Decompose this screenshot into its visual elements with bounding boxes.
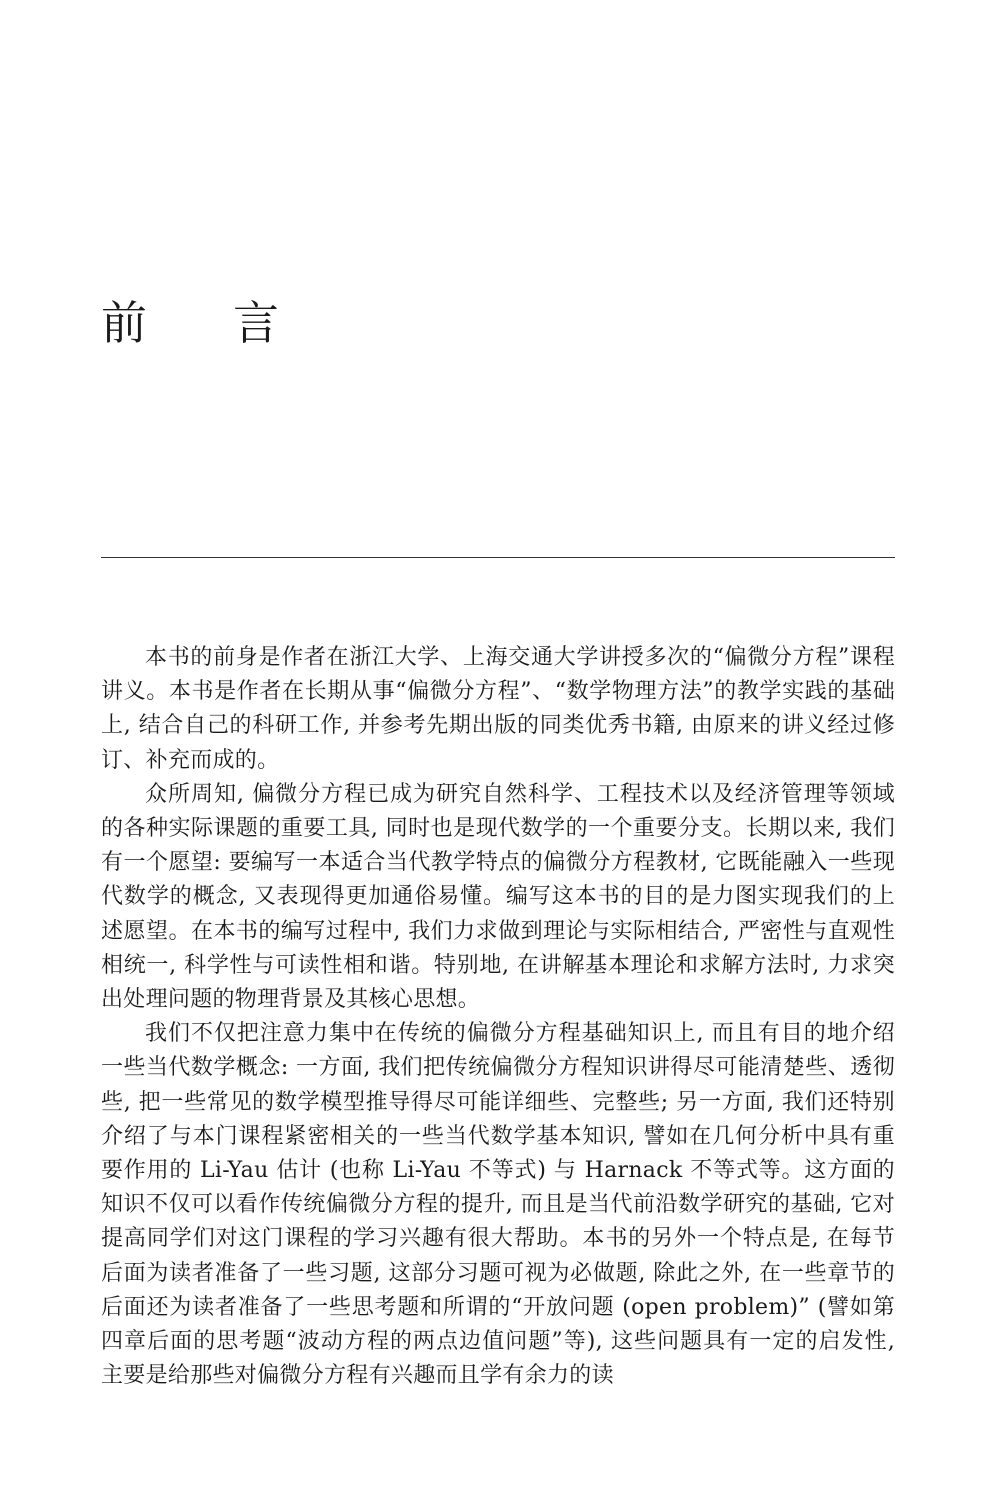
title-divider	[101, 557, 895, 558]
preface-body	[101, 641, 895, 1393]
paragraph: 本书的前身是作者在浙江大学、上海交通大学讲授多次的“偏微分方程”课程讲义。本书是作者在长期从事“偏微分方程”、“数学物理方法”的教学实践的基础上, 结合自己的科研工作, 并参考先期出版的同类优秀书籍, 由原来的讲义经过修订、补充而成的。	[101, 645, 895, 773]
chapter-title-char-1: 前	[101, 296, 147, 350]
paragraph: 我们不仅把注意力集中在传统的偏微分方程基础知识上, 而且有目的地介绍一些当代数学概念: 一方面, 我们把传统偏微分方程知识讲得尽可能清楚些、透彻些, 把一些常见的数学模型推导得尽可能详细些、完整些; 另一方面, 我们还特别介绍了与本门课程紧密相关的一些当代数学基本知识, 譬如在几何分析中具有重要作用的 Li-Yau 估计 (也称 Li-Yau 不等式) 与 Harnack 不等式等。这方面的知识不仅可以看作传统偏微分方程的提升, 而且是当代前沿数学研究的基础, 它对提高同学们对这门课程的学习兴趣有很大帮助。本书的另外一个特点是, 在每节后面为读者准备了一些习题, 这部分习题可视为必做题, 除此之外, 在一些章节的后面还为读者准备了一些思考题和所谓的“开放问题 (open problem)” (譬如第四章后面的思考题“波动方程的两点边值问题”等), 这些问题具有一定的启发性, 主要是给那些对偏微分方程有兴趣而且学有余力的读	[101, 1021, 895, 1389]
chapter-title-char-2: 言	[233, 296, 279, 350]
chapter-title	[101, 296, 279, 350]
paragraph: 众所周知, 偏微分方程已成为研究自然科学、工程技术以及经济管理等领域的各种实际课题的重要工具, 同时也是现代数学的一个重要分支。长期以来, 我们有一个愿望: 要编写一本适合当代教学特点的偏微分方程教材, 它既能融入一些现代数学的概念, 又表现得更加通俗易懂。编写这本书的目的是力图实现我们的上述愿望。在本书的编写过程中, 我们力求做到理论与实际相结合, 严密性与直观性相统一, 科学性与可读性相和谐。特别地, 在讲解基本理论和求解方法时, 力求突出处理问题的物理背景及其核心思想。	[101, 781, 895, 1013]
